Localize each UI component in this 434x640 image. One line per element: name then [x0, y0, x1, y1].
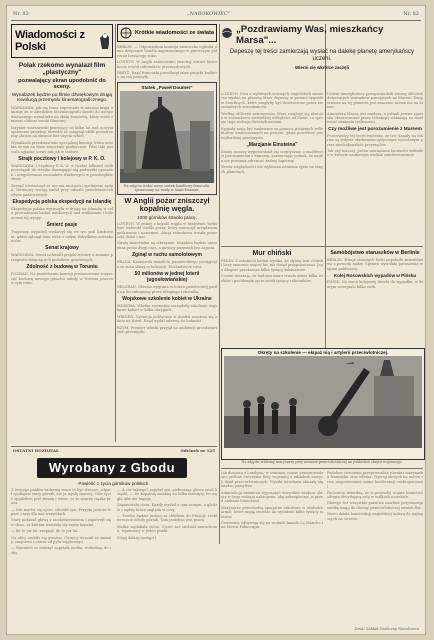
subhead: „Marzjanie Einsteina"	[246, 142, 298, 149]
article-body: PIŃSK. Na stacji kolejowej doszło do wypadku, w którym ucierpiało kilka osób.	[327, 280, 423, 289]
navy-photo-caption: Na zdjęciu widzimy marynarzy przy armacie przeciwlotniczej na pokładzie okrętu wojennego.	[241, 460, 403, 464]
article-body: WARSZAWA. Senat uchwalił projekt ustawy o zmianie przepisów dotyczących podatków gruntowych.	[11, 253, 113, 262]
article-body: Inżynier warszawski pracujący od kilku lat nad nowym systemem projekcji twierdzi że osiągnął efekt przestrzenny obrazu na ekranie bez użycia szkieł.	[11, 125, 113, 139]
serial-tag-right: Odcinek nr 125	[180, 448, 215, 453]
section-title: Wiadomości z Polski	[15, 29, 85, 53]
subhead: Strajk pocztowy i kolejowy w P. K. O.	[18, 156, 106, 163]
section-title: Krótkie wiadomości ze świata	[135, 30, 214, 36]
article-body: Według obliczeń astronomów, Mars znajduje się obecnie w stosunkowo niewielkiej odległości od Ziemi, co sprzyja tego rodzaju doświadczeniom.	[221, 111, 323, 125]
article-body: BERLIN. Dwoje starszych ludzi popełniło samobójstwo z powodu nędzy. Sprawa wywołała poruszenie w opinii publicznej.	[327, 258, 423, 271]
photo-title: Okręty na szkolenie — ekipaż nią i artylerii przeciwlotniczej.	[257, 350, 389, 355]
column-3	[221, 92, 323, 246]
article-body: Atmosfera Marsa jest rzadsza, a jednak pewne zjawiska obserwowane przez teleskopy wskazują na możliwość istnienia roślinności.	[327, 111, 423, 125]
newspaper-page	[7, 6, 425, 634]
article-body: LONDYN. W jednej z kopalń węgla w hrabstwie Yorkshire wybuchł wielki pożar, który zniszczył urządzenia podziemne i naziemne. Akcja ratunkowa trwała przez cały dzień i noc.	[117, 221, 217, 240]
masthead-running-title: „NAROKOWIEC"	[187, 11, 231, 17]
subhead: Zginął w ruchu samolotowym	[131, 252, 202, 259]
page-number-right: Nr. 82	[403, 11, 419, 17]
serial-title-banner: Wyrobany z Gbodu	[37, 458, 187, 478]
section-rule	[221, 246, 423, 247]
headline-wall: Mur chiński	[252, 250, 292, 257]
headline-mars: „Pozdrawiamy Was, mieszkańcy Marsa"...	[236, 24, 384, 46]
article-body: Ekspedycja polska wyruszyła w drogę na Islandię w celu prowadzenia badań naukowych nad wulkanami i lodowcami tej wyspy.	[11, 206, 113, 220]
column-3-bottom	[221, 471, 323, 629]
column-divider	[219, 24, 220, 544]
headline-railway: Kolej Rosowskich wypadów w Pińsku	[333, 273, 417, 279]
article-body: — A cóż takiego? zapytał syn, podnosząc głowę znad książki. — Że kopalnię zamkną na kilka miesięcy, bo węgla nikt nie kupuje.	[117, 488, 217, 501]
article-body: — Ile to już lat, szepnął, ile to już lat...	[11, 529, 81, 534]
article-body: POZNAŃ. Na posiedzeniu komisji postanowiono rozpocząć budowę nowego gmachu szkoły w Toruniu jeszcze w tym roku.	[11, 272, 113, 285]
section-rule	[221, 468, 423, 469]
serial-column-2	[117, 488, 217, 630]
article-body: Marynarze przechodzą specjalne szkolenie w obsłudze armat, które mogą strzelać na wysokość kilku tysięcy metrów.	[221, 505, 323, 519]
article-body: Stary pokiwał głową z niedowierzaniem i zapatrzył się w okno, za którym wznosiły się szyby kopalni.	[11, 518, 111, 527]
article-body: RZYM. Premier włoski przyjął na audiencji przedstawicieli przemysłu.	[117, 325, 217, 334]
headline-fire-sub: 1000 górników straciło pracę.	[137, 214, 197, 220]
section-rule	[11, 446, 217, 447]
article-body: PRAGA. Katastrofa samolotu pasażerskiego pociągnęła za sobą ofiary w ludziach. Dochodzenie trwa.	[117, 260, 217, 269]
article-body: Przeciwnicy tej teorii twierdzą, że tzw. kanały na Marsie są jedynie złudzeniem optycznym wywołanym przez niedoskonałość przyrządów.	[327, 133, 423, 147]
article-body: Teoria względności nie wyklucza istnienia życia na innych planetach.	[221, 165, 323, 174]
subhead: Wojskowe szkolenie kobiet w Ukraine	[122, 295, 212, 302]
column-divider	[115, 24, 116, 442]
article-body: PEKIN. Z ostatnich badań wynika, że słynny mur chiński liczy znacznie więcej lat, niż dotąd przypuszczano. Jego długość przekracza kilka tysięcy kilometrów.	[221, 259, 323, 272]
article-body: LONDYN. W Anglii zanotowano znaczny wzrost bezrobocia wśród robotników przemysłowych.	[117, 60, 217, 69]
article-body: Na ulicy zrobiło się gwarno. Górnicy wracali ze zmiany, zmęczeni i czarni od pyłu węglowego.	[11, 535, 111, 545]
article-body: Sygnały mają być nadawane za pomocą potężnych reflektorów umieszczonych na pustyni, gdzie powietrze jest najbardziej przejrzyste.	[221, 126, 323, 140]
article-body: Wynalazek przedstawiono specjalnej komisji, która orzekła że ma on duże znaczenie praktyczne. Film taki pozwala oglądać sceny tak jak w teatrze.	[11, 140, 113, 154]
subhead: Czy możliwe jest porozumienie z Marsem	[328, 126, 422, 132]
column-4-lower	[327, 249, 423, 347]
article-body: Zapanowała cisza. Każdy myślał o tym samym, o głodzie i nędzy, która zagląda w oczy.	[117, 503, 217, 512]
printer-imprint: Druk: Zakład Graficzny Narodowca	[354, 627, 419, 631]
article-body: — Słyszałeś co mówią? zapytała matka, wchodząc do izby.	[11, 546, 111, 555]
subhead: Senat krajowy	[45, 245, 79, 252]
section-header-poland	[11, 24, 113, 58]
article-body: — Trzeba będzie jechać za chlebem do Francji, rzekł wreszcie młody górnik. Tam podobno jest praca.	[117, 514, 217, 523]
running-header	[7, 9, 425, 19]
article-body: Uczeni amerykańscy przeprowadzili szereg obliczeń dotyczących warunków panujących na Marsie. Temperatura na tej planecie jest znacznie niższa niż na Ziemi.	[327, 92, 423, 110]
ship-launch-photo	[120, 91, 214, 183]
column-3-lower	[221, 249, 323, 347]
article-body: MOSKWA. Władze sowieckie zarządziły szkolenie wojskowe kobiet w kilku okręgach.	[117, 303, 217, 313]
subhead: Śmierć pasje	[46, 222, 78, 229]
anti-aircraft-gun-photo	[224, 356, 422, 448]
article-body: WARSZAWA, jak się teraz zapowiada w naszym kraju okazuje że w dziedzinie kinematografii doszło do niespodziewanego wynalazku na skalę światową, który może zmienić oblicze sztuki filmowej.	[11, 106, 113, 124]
article-body: Znany uczony wypowiedział się sceptycznie o możliwości porozumienia z Marsem, zaznaczając jednak, że nauka nie powinna odrzucać żadnej hipotezy.	[221, 150, 323, 163]
article-body: Fachowcy twierdzą, że w przyszłej wojnie lotnictwo odegra decydującą rolę w walkach morskich.	[327, 490, 423, 500]
header-rule	[11, 20, 421, 21]
headline-film-deck: Wynalazek będzie po filmie dźwiękowym drugą rewolucją przemysłu kinematograficznego.	[11, 92, 113, 104]
globe-icon	[120, 27, 132, 39]
article-body: Tak czy inaczej, próba nawiązania łączności wzbudza w świecie naukowym wielkie zainteresowanie.	[327, 149, 423, 158]
article-body: WARSZAWA. Urzędnicy P. K. O. w liczbie kilkuset osób przystąpili do strajku domagając się podwyżki uposażeń i uregulowania stosunków służbowych w przedsiębiorstwie.	[11, 164, 113, 182]
page-number-left: Nr. 82	[13, 11, 29, 17]
article-body: Z twojego punktu widzenia może to być słuszne, odparł spokojnie stary górnik, ale ja myślę inaczej. Całe życie spędziłem pod ziemią i wiem, co to znaczy ciężka praca.	[11, 488, 111, 506]
article-body: Admiralicja zamierza wyposażyć wszystkie większe okręty w tego rodzaju uzbrojenie, aby zabezpieczyć je przed atakami lotniczymi.	[221, 490, 323, 504]
article-body: BERLIN. — Odpowiednia komisja niemiecka ogłosiła dane dotyczące handlu zagranicznego w pierwszym półroczu bieżącego roku.	[117, 45, 217, 58]
mars-planet-icon	[221, 26, 233, 40]
white-eagle-icon	[97, 31, 109, 51]
subhead: Ekspedycja polska ekspedycji na Islandię	[12, 198, 112, 205]
serial-tags	[11, 448, 217, 456]
article-body: Matka zapłakała cicho. Ojciec zaś siedział nieruchomo, wpatrzony w jeden punkt.	[117, 524, 217, 534]
article-body: LONDYN. Dwu z wybitnych uczonych angielskich zamierza wysłać na planetę Mars depeszę w postaci sygnałów świetlnych, które mogłyby być dostrzeżone przez ewentualnych mieszkańców.	[221, 92, 323, 110]
article-body: BELGRAD. Główna wygrana w loterii państwowej padła na los zakupiony przez ubogiego robotnika.	[117, 285, 217, 294]
photo-title: Statek „Paweł Doumer"	[141, 84, 193, 90]
article-body: Ćwiczenia odbywają się na wodach kanału La Manche i na Morzu Północnym.	[221, 521, 323, 530]
serial-column-1	[11, 488, 111, 630]
subhead: 50 milionów w jednej loterii jugosłowiańskiej	[134, 271, 200, 284]
subhead: Zdolność z budową w Toruniu	[26, 264, 98, 271]
article-body: Podobne ćwiczenia przeprowadza również marynarka francuska oraz włoska. Wyścig zbrojeń na morzu trwa nieprzerwanie mimo konferencji rozbrojeniowej.	[327, 471, 423, 489]
column-4-bottom	[327, 471, 423, 629]
headline-film: Polak rzekomo wynalazł film „plastyczny"	[18, 62, 106, 76]
photo-caption: Na zdjęciu widać nowy statek handlowy francuski, spuszczony na wodę w Saint-Nazaire.	[123, 183, 211, 192]
column-1	[11, 24, 113, 444]
headline-fire: W Anglii pożar zniszczył kopalnię węgla.	[124, 195, 210, 213]
article-body: Jak donoszą z Londynu, w ostatnim czasie przeprowadzono próbne ćwiczenia floty wojennej z udziałem nowych dział przeciwlotniczych. Wyniki strzelania okazały się bardzo pomyślne.	[221, 471, 323, 489]
article-body: (Ciąg dalszy nastąpi.)	[117, 535, 157, 540]
article-body: Tragiczny wypadek wydarzył się we wsi pod Krakowem, gdzie spłonął dom wraz z całym dobytkiem mieszkańców.	[11, 230, 113, 243]
mars-headline-block	[221, 24, 423, 90]
article-body: PARYŻ. Rząd francuski przedłożył izbie projekt budżetu na rok przyszły.	[117, 71, 217, 80]
column-4	[327, 92, 423, 246]
article-body: Nowe działa konstrukcji angielskiej należą do najlepszych na świecie.	[327, 512, 423, 521]
headline-film-sub: pozwalający ekran upodobnić do sceny.	[18, 78, 106, 91]
headline-mars-deck: Depeszę tej treści zamierzają wysłać na dalekę planetę amerykańscy uczeni.	[229, 49, 415, 63]
photo-box-ship	[117, 82, 217, 195]
article-body: WIEDEŃ. Sytuacja polityczna w Austrii zaostrza się z dnia na dzień. Rząd wydał odezwę do ludności.	[117, 314, 217, 324]
article-body: Zarząd oświadczył że nie ma możności spełnienia żądań. Rozmowy trwają nadal przy udziale przedstawicieli władz państwowych.	[11, 183, 113, 197]
article-body: — Nie martw się ojcze, odrzekł syn. Przyjdą jeszcze lepsze czasy dla nas wszystkich.	[11, 507, 111, 517]
article-body: Dlatego też wszystkie państwa morskie przywiązują wielką wagę do obrony przeciwlotniczej swoich flot.	[327, 501, 423, 510]
serial-tag-left: OSTATNI ROZDZIAŁ	[13, 448, 59, 453]
article-body: Uczeni uważają, że budowa muru trwała przez kilka wieków i pochłonęła życie setek tysięcy robotników.	[221, 274, 323, 283]
headline-mars-sub: Wierni się wkrótce zaczęli	[295, 65, 349, 71]
navy-photo-box	[221, 348, 425, 460]
section-header-world	[117, 24, 217, 42]
article-body: Straty materialne są olbrzymie. Kopalnia będzie nieczynna przez długi czas, a górnicy pozostali bez zajęcia.	[117, 241, 217, 250]
serial-subtitle: Powieść z życia górników polskich.	[78, 481, 150, 486]
headline-suicide: Samobójstwo staruszków w Berlinie	[330, 250, 420, 256]
